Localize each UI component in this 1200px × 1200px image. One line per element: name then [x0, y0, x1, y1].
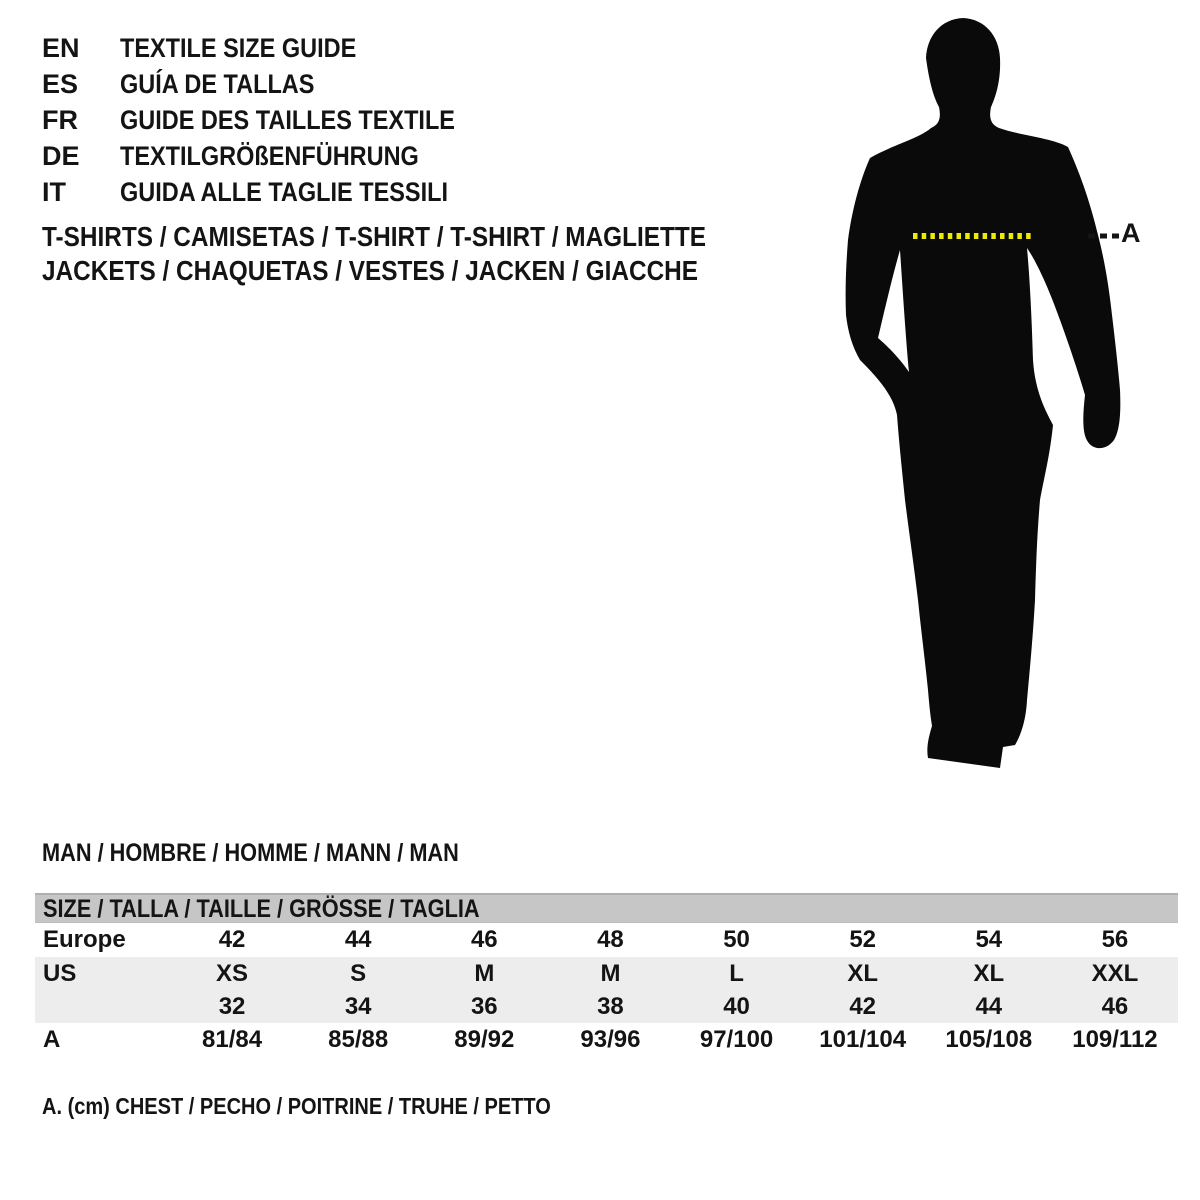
cell: 93/96	[580, 1026, 641, 1053]
cell: 54	[975, 926, 1003, 953]
language-code: IT	[42, 177, 66, 207]
list-item	[42, 66, 505, 102]
cell: 36	[470, 992, 498, 1020]
cell: 44	[344, 926, 372, 953]
cell: XS	[216, 959, 249, 987]
language-code: EN	[42, 33, 80, 63]
cell: M	[474, 959, 495, 987]
table-row	[35, 990, 1178, 1023]
cell: 46	[1101, 992, 1129, 1020]
cell: 38	[597, 992, 624, 1020]
cell: 109/112	[1072, 1026, 1158, 1053]
cell: 52	[849, 926, 877, 953]
chest-measure-label: A	[1121, 218, 1141, 248]
guide-title: TEXTILGRÖßENFÜHRUNG	[120, 141, 419, 171]
language-code: ES	[42, 69, 79, 99]
cell: 56	[1101, 926, 1129, 953]
cell: 50	[723, 926, 750, 953]
guide-title: TEXTILE SIZE GUIDE	[120, 33, 357, 63]
row-label: A	[43, 1026, 61, 1053]
cell: XL	[847, 959, 879, 987]
row-label: US	[43, 959, 77, 987]
cell: 85/88	[328, 1026, 389, 1053]
list-item	[42, 138, 505, 174]
measurement-footnote: A. (cm) CHEST / PECHO / POITRINE / TRUHE / PETTO	[42, 1093, 551, 1119]
cell: 42	[849, 992, 877, 1020]
cell: 32	[218, 992, 246, 1020]
cell: M	[600, 959, 621, 987]
cell: 101/104	[819, 1026, 907, 1053]
guide-title: GUIDA ALLE TAGLIE TESSILI	[120, 177, 448, 207]
list-item	[42, 102, 505, 138]
man-figure	[830, 10, 1140, 780]
silhouette-shape	[846, 18, 1121, 768]
cell: XL	[973, 959, 1005, 987]
language-code: FR	[42, 105, 78, 135]
cell: 40	[723, 992, 750, 1020]
cell: 48	[597, 926, 624, 953]
cell: 34	[344, 992, 372, 1020]
guide-title: GUIDE DES TAILLES TEXTILE	[120, 105, 455, 135]
language-title-list	[42, 30, 505, 210]
cell: S	[350, 959, 367, 987]
table-row	[35, 923, 1178, 957]
table-row	[35, 1023, 1178, 1057]
language-code: DE	[42, 141, 80, 171]
table-header-bar	[35, 893, 1178, 923]
cell: 81/84	[202, 1026, 263, 1053]
size-table	[35, 893, 1178, 1057]
table-row	[35, 957, 1178, 990]
cell: 97/100	[699, 1026, 774, 1053]
garment-categories	[42, 220, 805, 288]
cell: 89/92	[454, 1026, 515, 1053]
category-line: JACKETS / CHAQUETAS / VESTES / JACKEN / GIACCHE	[42, 255, 699, 286]
cell: 105/108	[945, 1026, 1033, 1053]
category-line: T-SHIRTS / CAMISETAS / T-SHIRT / T-SHIRT / MAGLIETTE	[42, 221, 707, 252]
cell: 42	[218, 926, 246, 953]
man-silhouette	[830, 10, 1140, 780]
page-title: MAN / HOMBRE / HOMME / MANN / MAN	[42, 839, 459, 867]
cell: 44	[975, 992, 1003, 1020]
list-item	[42, 174, 505, 210]
row-label: Europe	[43, 926, 126, 953]
cell: XXL	[1091, 959, 1139, 987]
table-header-label: SIZE / TALLA / TAILLE / GRÖSSE / TAGLIA	[43, 895, 480, 923]
list-item	[42, 30, 505, 66]
cell: 46	[470, 926, 498, 953]
cell: L	[729, 959, 744, 987]
guide-title: GUÍA DE TALLAS	[120, 69, 315, 99]
